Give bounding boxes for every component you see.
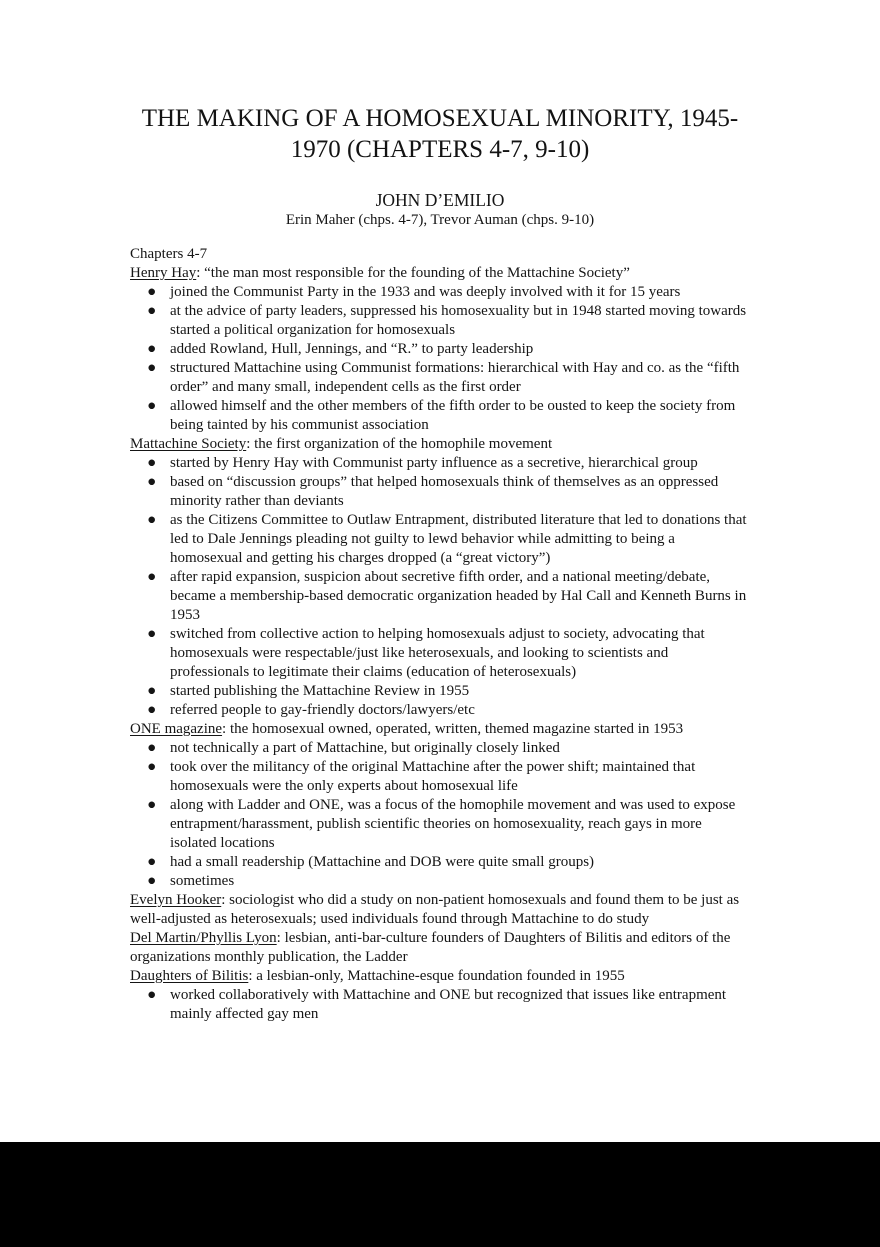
bullet-item xyxy=(130,340,750,359)
bullet-text: took over the militancy of the original Mattachine after the power shift; maintained that homosexuals were the only experts about homosexual life xyxy=(170,759,696,794)
document-title xyxy=(130,103,750,165)
entry-heading xyxy=(130,720,750,739)
bullet-item xyxy=(130,473,750,511)
bullet-text: had a small readership (Mattachine and DOB were quite small groups) xyxy=(170,854,595,870)
entry-term: Evelyn Hooker xyxy=(130,892,222,908)
entry-definition: : sociologist who did a study on non-patient homosexuals and found them to be just as well-adjusted as heterosexuals; used individuals found through Mattachine to do study xyxy=(130,892,740,927)
document-title-line-1: THE MAKING OF A HOMOSEXUAL MINORITY, 1945- xyxy=(141,105,739,132)
entry xyxy=(130,435,750,720)
entry-term: Daughters of Bilitis xyxy=(130,968,249,984)
bullet-item xyxy=(130,283,750,302)
bullet-text: based on “discussion groups” that helped homosexuals think of themselves as an oppressed minority rather than deviants xyxy=(170,474,719,509)
section-heading: Chapters 4-7 xyxy=(130,246,208,262)
bullet-item xyxy=(130,625,750,682)
bullet-text: allowed himself and the other members of the fifth order to be ousted to keep the society from being tainted by his communist association xyxy=(170,398,736,433)
entry-heading xyxy=(130,435,750,454)
bullet-text: after rapid expansion, suspicion about secretive fifth order, and a national meeting/debate, became a membership-based democratic organization headed by Hal Call and Kenneth Burns in 1953 xyxy=(170,569,747,623)
bullet-icon: ● xyxy=(148,458,156,468)
bullet-item xyxy=(130,986,750,1024)
bullet-item xyxy=(130,853,750,872)
bullet-text: started publishing the Mattachine Review in 1955 xyxy=(170,683,470,699)
entry xyxy=(130,967,750,1024)
bullet-text: sometimes xyxy=(170,873,235,889)
bullet-text: not technically a part of Mattachine, but originally closely linked xyxy=(170,740,560,756)
entry-definition: : “the man most responsible for the founding of the Mattachine Society” xyxy=(196,265,630,281)
bullet-icon: ● xyxy=(148,686,156,696)
bullet-item xyxy=(130,359,750,397)
bullet-text: at the advice of party leaders, suppressed his homosexuality but in 1948 started moving towards started a political organization for homosexuals xyxy=(170,303,747,338)
bullet-text: switched from collective action to helping homosexuals adjust to society, advocating that homosexuals were respectable/just like heterosexuals, and looking to scientists and professionals to legitimate their claims (education of heterosexuals) xyxy=(170,626,705,680)
bullet-icon: ● xyxy=(148,876,156,886)
entry-definition: : lesbian, anti-bar-culture founders of Daughters of Bilitis and editors of the organizations monthly publication, the Ladder xyxy=(130,930,731,965)
bullet-item xyxy=(130,682,750,701)
bullet-list xyxy=(130,283,750,435)
entry-definition: : the homosexual owned, operated, written, themed magazine started in 1953 xyxy=(222,721,684,737)
bullet-text: worked collaboratively with Mattachine and ONE but recognized that issues like entrapment mainly affected gay men xyxy=(170,987,727,1022)
document-content xyxy=(130,103,750,1024)
bullet-icon: ● xyxy=(148,629,156,639)
entry xyxy=(130,929,750,967)
entry-term: ONE magazine xyxy=(130,721,223,737)
bullet-list xyxy=(130,739,750,891)
bullet-item xyxy=(130,397,750,435)
bullet-text: referred people to gay-friendly doctors/lawyers/etc xyxy=(170,702,475,718)
bullet-item xyxy=(130,454,750,473)
entry xyxy=(130,264,750,435)
author-name: JOHN D’EMILIO xyxy=(375,190,505,210)
entry-heading xyxy=(130,891,750,929)
bullet-list xyxy=(130,454,750,720)
bullet-item xyxy=(130,739,750,758)
entries xyxy=(130,264,750,1024)
bullet-item xyxy=(130,796,750,853)
bullet-icon: ● xyxy=(148,515,156,525)
bullet-text: as the Citizens Committee to Outlaw Entrapment, distributed literature that led to donations that led to Dale Jennings pleading not guilty to lewd behavior while admitting to being a homosexual and getting his charges dropped (a “great victory”) xyxy=(170,512,747,566)
bullet-text: along with Ladder and ONE, was a focus of the homophile movement and was used to expose entrapment/harassment, publish scientific theories on homosexuality, reach gays in more isolated locations xyxy=(170,797,736,851)
bullet-item xyxy=(130,568,750,625)
entry-heading xyxy=(130,929,750,967)
bullet-icon: ● xyxy=(148,990,156,1000)
bullet-icon: ● xyxy=(148,705,156,715)
entry-term: Henry Hay xyxy=(130,265,197,281)
bullet-icon: ● xyxy=(148,743,156,753)
entry-term: Del Martin/Phyllis Lyon xyxy=(130,930,277,946)
entry-heading xyxy=(130,967,750,986)
document-title-line-2: 1970 (CHAPTERS 4-7, 9-10) xyxy=(290,136,590,163)
entry xyxy=(130,891,750,929)
bullet-item xyxy=(130,701,750,720)
bullet-icon: ● xyxy=(148,287,156,297)
bullet-icon: ● xyxy=(148,363,156,373)
bullet-text: added Rowland, Hull, Jennings, and “R.” to party leadership xyxy=(170,341,534,357)
bullet-icon: ● xyxy=(148,572,156,582)
bullet-item xyxy=(130,758,750,796)
bullet-list xyxy=(130,986,750,1024)
bullet-item xyxy=(130,511,750,568)
entry-definition: : the first organization of the homophile movement xyxy=(246,436,553,452)
byline: Erin Maher (chps. 4-7), Trevor Auman (chps. 9-10) xyxy=(285,212,595,228)
entry-heading xyxy=(130,264,750,283)
bullet-icon: ● xyxy=(148,800,156,810)
bullet-text: started by Henry Hay with Communist party influence as a secretive, hierarchical group xyxy=(170,455,698,471)
bullet-item xyxy=(130,872,750,891)
bottom-letterbox xyxy=(0,1142,880,1247)
bullet-item xyxy=(130,302,750,340)
bullet-icon: ● xyxy=(148,401,156,411)
bullet-icon: ● xyxy=(148,762,156,772)
entry xyxy=(130,720,750,891)
bullet-text: structured Mattachine using Communist formations: hierarchical with Hay and co. as the “fifth order” and many small, independent cells as the first order xyxy=(170,360,740,395)
bullet-icon: ● xyxy=(148,344,156,354)
bullet-icon: ● xyxy=(148,857,156,867)
bullet-icon: ● xyxy=(148,477,156,487)
entry-definition: : a lesbian-only, Mattachine-esque foundation founded in 1955 xyxy=(248,968,625,984)
entry-term: Mattachine Society xyxy=(130,436,247,452)
bullet-icon: ● xyxy=(148,306,156,316)
bullet-text: joined the Communist Party in the 1933 and was deeply involved with it for 15 years xyxy=(170,284,681,300)
notes-body xyxy=(130,245,750,1024)
